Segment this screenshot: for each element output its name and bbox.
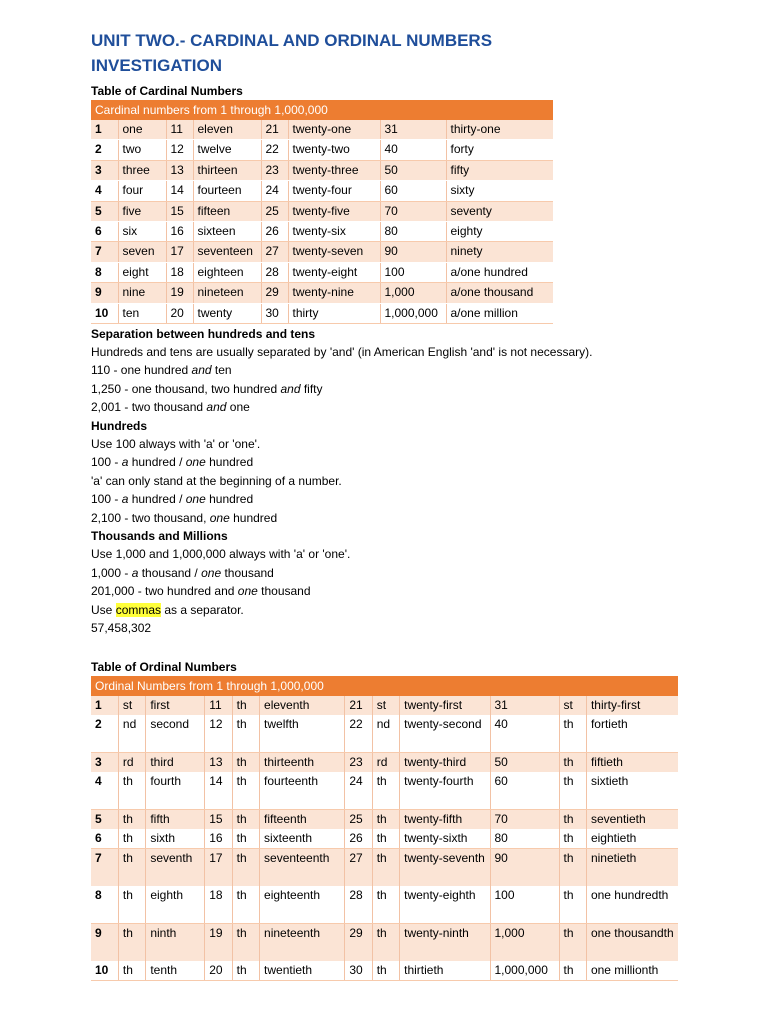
table-cell: 9 bbox=[91, 923, 118, 961]
table-cell: 40 bbox=[380, 140, 446, 160]
table-cell: 80 bbox=[490, 829, 559, 849]
table-cell: nd bbox=[372, 715, 399, 753]
table-cell: 7 bbox=[91, 848, 118, 886]
table-cell: nine bbox=[118, 283, 166, 303]
text: hundred bbox=[205, 455, 254, 470]
table-cell: twenty-ninth bbox=[400, 923, 490, 961]
text: one bbox=[226, 400, 250, 415]
table-row bbox=[91, 160, 553, 180]
ordinal-table-body bbox=[91, 696, 678, 981]
table-cell: 26 bbox=[345, 829, 372, 849]
table-cell: 18 bbox=[166, 262, 193, 282]
table-cell: nd bbox=[118, 715, 145, 753]
table-cell: 13 bbox=[205, 752, 232, 772]
table-cell: fourth bbox=[146, 772, 205, 810]
text: 201,000 - two hundred and bbox=[91, 584, 238, 599]
cardinal-numbers-table bbox=[91, 100, 553, 324]
table-cell: 27 bbox=[261, 242, 288, 262]
table-row bbox=[91, 303, 553, 323]
table-cell: eighty bbox=[446, 221, 553, 241]
table-cell: 27 bbox=[345, 848, 372, 886]
table-cell: seventh bbox=[146, 848, 205, 886]
table-cell: th bbox=[232, 923, 259, 961]
text: fifty bbox=[300, 381, 323, 396]
hundreds-line-5 bbox=[91, 509, 691, 528]
table-cell: 28 bbox=[261, 262, 288, 282]
table-cell: fortieth bbox=[586, 715, 678, 753]
table-cell: 4 bbox=[91, 181, 118, 201]
table-cell: 30 bbox=[345, 961, 372, 981]
table-cell: 16 bbox=[205, 829, 232, 849]
table-cell: fourteenth bbox=[260, 772, 345, 810]
table-cell: sixteenth bbox=[260, 829, 345, 849]
table-cell: twelve bbox=[193, 140, 261, 160]
document-page bbox=[91, 28, 691, 981]
separation-example-3 bbox=[91, 398, 691, 417]
thousands-line-3 bbox=[91, 582, 691, 601]
table-cell: th bbox=[559, 752, 586, 772]
table-cell: st bbox=[118, 696, 145, 715]
table-cell: 20 bbox=[166, 303, 193, 323]
thousands-heading: Thousands and Millions bbox=[91, 529, 228, 544]
table-cell: thirtieth bbox=[400, 961, 490, 981]
separation-heading: Separation between hundreds and tens bbox=[91, 326, 316, 341]
table-cell: 2 bbox=[91, 715, 118, 753]
table-cell: 13 bbox=[166, 160, 193, 180]
table-cell: eighteen bbox=[193, 262, 261, 282]
emphasis: one bbox=[185, 455, 206, 470]
table-cell: 14 bbox=[205, 772, 232, 810]
table-cell: 20 bbox=[205, 961, 232, 981]
table-cell: 21 bbox=[261, 120, 288, 140]
table-cell: three bbox=[118, 160, 166, 180]
table-cell: 30 bbox=[261, 303, 288, 323]
table-cell: th bbox=[559, 886, 586, 924]
table-cell: seventeenth bbox=[260, 848, 345, 886]
table-cell: 28 bbox=[345, 886, 372, 924]
table-cell: 9 bbox=[91, 283, 118, 303]
table-cell: th bbox=[372, 886, 399, 924]
page-title: UNIT TWO.- CARDINAL AND ORDINAL NUMBERS bbox=[91, 31, 493, 50]
table-cell: sixtieth bbox=[586, 772, 678, 810]
table-cell: th bbox=[559, 829, 586, 849]
table-cell: 11 bbox=[166, 120, 193, 140]
table-cell: twenty-second bbox=[400, 715, 490, 753]
table-cell: seventieth bbox=[586, 809, 678, 829]
table-cell: second bbox=[146, 715, 205, 753]
table-cell: twenty-seven bbox=[288, 242, 380, 262]
table-cell: six bbox=[118, 221, 166, 241]
separation-example-1 bbox=[91, 361, 691, 380]
table-cell: two bbox=[118, 140, 166, 160]
cardinal-table-body bbox=[91, 120, 553, 323]
table-cell: th bbox=[559, 848, 586, 886]
table-cell: twenty-third bbox=[400, 752, 490, 772]
table-cell: twenty-six bbox=[288, 221, 380, 241]
table-cell: th bbox=[118, 772, 145, 810]
table-cell: th bbox=[372, 772, 399, 810]
table-cell: th bbox=[372, 961, 399, 981]
table-row bbox=[91, 201, 553, 221]
table-row bbox=[91, 140, 553, 160]
table-row bbox=[91, 923, 678, 961]
table-cell: th bbox=[232, 961, 259, 981]
table-cell: 70 bbox=[490, 809, 559, 829]
table-cell: 25 bbox=[261, 201, 288, 221]
table-cell: ten bbox=[118, 303, 166, 323]
table-cell: th bbox=[118, 829, 145, 849]
table-cell: 1 bbox=[91, 696, 118, 715]
table-cell: 10 bbox=[91, 303, 118, 323]
table-cell: fifty bbox=[446, 160, 553, 180]
thousands-line-4 bbox=[91, 601, 691, 620]
table-cell: twenty-two bbox=[288, 140, 380, 160]
table-cell: 7 bbox=[91, 242, 118, 262]
table-cell: 1 bbox=[91, 120, 118, 140]
table-cell: seven bbox=[118, 242, 166, 262]
ordinal-numbers-table bbox=[91, 676, 678, 981]
text: thousand bbox=[257, 584, 311, 599]
table-cell: 24 bbox=[261, 181, 288, 201]
table-cell: 6 bbox=[91, 221, 118, 241]
table-cell: 22 bbox=[261, 140, 288, 160]
table-cell: 50 bbox=[490, 752, 559, 772]
table-cell: 14 bbox=[166, 181, 193, 201]
table-cell: 19 bbox=[205, 923, 232, 961]
table-cell: rd bbox=[372, 752, 399, 772]
table-cell: 1,000,000 bbox=[490, 961, 559, 981]
cardinal-table-caption: Table of Cardinal Numbers bbox=[91, 84, 243, 98]
emphasis: and bbox=[280, 381, 301, 396]
table-row bbox=[91, 181, 553, 201]
table-cell: 70 bbox=[380, 201, 446, 221]
table-cell: th bbox=[559, 715, 586, 753]
hundreds-line-3: 'a' can only stand at the beginning of a number. bbox=[91, 473, 342, 488]
table-cell: 6 bbox=[91, 829, 118, 849]
separation-example-2 bbox=[91, 380, 691, 399]
table-cell: twenty-seventh bbox=[400, 848, 490, 886]
table-cell: first bbox=[146, 696, 205, 715]
table-cell: 10 bbox=[91, 961, 118, 981]
cardinal-table-header-text: Cardinal numbers from 1 through 1,000,000 bbox=[91, 100, 553, 120]
table-cell: th bbox=[559, 772, 586, 810]
table-cell: twenty-eighth bbox=[400, 886, 490, 924]
table-cell: 100 bbox=[380, 262, 446, 282]
table-cell: eleventh bbox=[260, 696, 345, 715]
table-cell: th bbox=[372, 923, 399, 961]
emphasis: one bbox=[185, 492, 206, 507]
hundreds-line-4 bbox=[91, 490, 691, 509]
table-row bbox=[91, 262, 553, 282]
table-cell: twenty bbox=[193, 303, 261, 323]
text: 1,000 - bbox=[91, 565, 132, 580]
table-cell: one millionth bbox=[586, 961, 678, 981]
table-cell: fourteen bbox=[193, 181, 261, 201]
thousands-line-5: 57,458,302 bbox=[91, 621, 152, 636]
table-cell: th bbox=[559, 809, 586, 829]
table-cell: 31 bbox=[490, 696, 559, 715]
table-cell: seventeen bbox=[193, 242, 261, 262]
table-cell: 1,000,000 bbox=[380, 303, 446, 323]
table-cell: ninetieth bbox=[586, 848, 678, 886]
emphasis: one bbox=[201, 565, 222, 580]
table-row bbox=[91, 242, 553, 262]
table-cell: 15 bbox=[166, 201, 193, 221]
table-row bbox=[91, 752, 678, 772]
table-cell: 15 bbox=[205, 809, 232, 829]
emphasis: a bbox=[131, 565, 139, 580]
table-cell: tenth bbox=[146, 961, 205, 981]
table-cell: th bbox=[232, 809, 259, 829]
table-cell: fiftieth bbox=[586, 752, 678, 772]
table-cell: forty bbox=[446, 140, 553, 160]
text: 2,100 - two thousand, bbox=[91, 510, 210, 525]
table-cell: thirty bbox=[288, 303, 380, 323]
table-cell: 80 bbox=[380, 221, 446, 241]
table-cell: thirty-one bbox=[446, 120, 553, 140]
table-cell: 40 bbox=[490, 715, 559, 753]
table-cell: th bbox=[118, 961, 145, 981]
emphasis: and bbox=[191, 363, 212, 378]
ordinal-table-caption: Table of Ordinal Numbers bbox=[91, 659, 237, 674]
table-cell: 12 bbox=[205, 715, 232, 753]
text: 100 - bbox=[91, 455, 122, 470]
separation-intro: Hundreds and tens are usually separated by 'and' (in American English 'and' is not necessary). bbox=[91, 344, 593, 359]
text: hundred bbox=[205, 492, 254, 507]
table-cell: eightieth bbox=[586, 829, 678, 849]
hundreds-heading: Hundreds bbox=[91, 418, 148, 433]
table-cell: fifteenth bbox=[260, 809, 345, 829]
table-cell: 25 bbox=[345, 809, 372, 829]
table-cell: a/one million bbox=[446, 303, 553, 323]
table-cell: 1,000 bbox=[380, 283, 446, 303]
hundreds-line-1: Use 100 always with 'a' or 'one'. bbox=[91, 436, 261, 451]
table-cell: one thousandth bbox=[586, 923, 678, 961]
table-cell: th bbox=[559, 923, 586, 961]
table-cell: th bbox=[232, 752, 259, 772]
table-row bbox=[91, 961, 678, 981]
table-cell: 100 bbox=[490, 886, 559, 924]
text: 2,001 - two thousand bbox=[91, 400, 207, 415]
table-cell: twenty-nine bbox=[288, 283, 380, 303]
table-cell: th bbox=[118, 809, 145, 829]
table-row bbox=[91, 772, 678, 810]
table-cell: 8 bbox=[91, 262, 118, 282]
text: 100 - bbox=[91, 492, 122, 507]
table-cell: 2 bbox=[91, 140, 118, 160]
table-cell: 3 bbox=[91, 160, 118, 180]
table-cell: thirteenth bbox=[260, 752, 345, 772]
table-cell: 90 bbox=[380, 242, 446, 262]
table-row bbox=[91, 221, 553, 241]
table-cell: eighth bbox=[146, 886, 205, 924]
thousands-line-1: Use 1,000 and 1,000,000 always with 'a' or 'one'. bbox=[91, 547, 351, 562]
table-cell: eight bbox=[118, 262, 166, 282]
text: as a separator. bbox=[161, 602, 244, 617]
table-cell: nineteen bbox=[193, 283, 261, 303]
table-cell: one hundredth bbox=[586, 886, 678, 924]
emphasis: one bbox=[209, 510, 230, 525]
table-cell: 21 bbox=[345, 696, 372, 715]
table-cell: th bbox=[559, 961, 586, 981]
table-cell: rd bbox=[118, 752, 145, 772]
table-cell: 8 bbox=[91, 886, 118, 924]
table-cell: th bbox=[118, 886, 145, 924]
emphasis: a bbox=[121, 492, 129, 507]
table-cell: 50 bbox=[380, 160, 446, 180]
table-cell: 22 bbox=[345, 715, 372, 753]
table-cell: th bbox=[372, 809, 399, 829]
text: 110 - one hundred bbox=[91, 363, 192, 378]
table-cell: th bbox=[232, 848, 259, 886]
table-cell: 26 bbox=[261, 221, 288, 241]
table-cell: 18 bbox=[205, 886, 232, 924]
text: ten bbox=[211, 363, 232, 378]
cardinal-table-header bbox=[91, 100, 553, 120]
table-cell: twenty-three bbox=[288, 160, 380, 180]
hundreds-line-2 bbox=[91, 453, 691, 472]
table-cell: th bbox=[372, 829, 399, 849]
table-cell: twenty-eight bbox=[288, 262, 380, 282]
thousands-line-2 bbox=[91, 564, 691, 583]
table-row bbox=[91, 809, 678, 829]
emphasis: one bbox=[237, 584, 258, 599]
ordinal-table-header-text: Ordinal Numbers from 1 through 1,000,000 bbox=[91, 676, 678, 696]
table-cell: fifteen bbox=[193, 201, 261, 221]
highlighted-word: commas bbox=[115, 602, 162, 617]
table-cell: eighteenth bbox=[260, 886, 345, 924]
text: Use bbox=[91, 602, 116, 617]
table-cell: thirty-first bbox=[586, 696, 678, 715]
table-cell: twelfth bbox=[260, 715, 345, 753]
text: 1,250 - one thousand, two hundred bbox=[91, 381, 281, 396]
table-cell: a/one hundred bbox=[446, 262, 553, 282]
text: hundred / bbox=[128, 455, 186, 470]
table-cell: st bbox=[372, 696, 399, 715]
table-cell: 12 bbox=[166, 140, 193, 160]
table-cell: 16 bbox=[166, 221, 193, 241]
table-cell: 11 bbox=[205, 696, 232, 715]
table-cell: 29 bbox=[261, 283, 288, 303]
table-cell: th bbox=[118, 848, 145, 886]
table-row bbox=[91, 848, 678, 886]
table-row bbox=[91, 715, 678, 753]
table-cell: twenty-first bbox=[400, 696, 490, 715]
ordinal-table-header bbox=[91, 676, 678, 696]
table-row bbox=[91, 120, 553, 140]
table-cell: 19 bbox=[166, 283, 193, 303]
table-cell: nineteenth bbox=[260, 923, 345, 961]
table-cell: twenty-five bbox=[288, 201, 380, 221]
table-cell: fifth bbox=[146, 809, 205, 829]
table-cell: a/one thousand bbox=[446, 283, 553, 303]
text: thousand bbox=[221, 565, 274, 580]
table-cell: twenty-four bbox=[288, 181, 380, 201]
table-cell: 60 bbox=[380, 181, 446, 201]
table-cell: th bbox=[118, 923, 145, 961]
table-cell: four bbox=[118, 181, 166, 201]
table-cell: 23 bbox=[345, 752, 372, 772]
table-cell: twenty-one bbox=[288, 120, 380, 140]
page-subtitle: INVESTIGATION bbox=[91, 56, 222, 75]
table-cell: one bbox=[118, 120, 166, 140]
table-cell: 17 bbox=[205, 848, 232, 886]
table-cell: ninety bbox=[446, 242, 553, 262]
text: hundred bbox=[229, 510, 278, 525]
table-cell: five bbox=[118, 201, 166, 221]
table-cell: twenty-sixth bbox=[400, 829, 490, 849]
table-cell: twenty-fourth bbox=[400, 772, 490, 810]
table-cell: 60 bbox=[490, 772, 559, 810]
table-cell: 5 bbox=[91, 201, 118, 221]
table-cell: twenty-fifth bbox=[400, 809, 490, 829]
table-row bbox=[91, 283, 553, 303]
table-cell: 17 bbox=[166, 242, 193, 262]
table-cell: third bbox=[146, 752, 205, 772]
text: hundred / bbox=[128, 492, 186, 507]
table-cell: th bbox=[232, 886, 259, 924]
table-cell: 4 bbox=[91, 772, 118, 810]
table-cell: thirteen bbox=[193, 160, 261, 180]
table-cell: th bbox=[232, 696, 259, 715]
table-cell: ninth bbox=[146, 923, 205, 961]
emphasis: and bbox=[206, 400, 227, 415]
table-cell: sixth bbox=[146, 829, 205, 849]
table-cell: 90 bbox=[490, 848, 559, 886]
table-row bbox=[91, 696, 678, 715]
table-cell: th bbox=[232, 829, 259, 849]
table-cell: sixteen bbox=[193, 221, 261, 241]
table-cell: 3 bbox=[91, 752, 118, 772]
table-cell: 1,000 bbox=[490, 923, 559, 961]
emphasis: a bbox=[121, 455, 129, 470]
table-cell: sixty bbox=[446, 181, 553, 201]
table-cell: twentieth bbox=[260, 961, 345, 981]
table-cell: 5 bbox=[91, 809, 118, 829]
table-cell: 31 bbox=[380, 120, 446, 140]
text: thousand / bbox=[138, 565, 202, 580]
table-cell: 23 bbox=[261, 160, 288, 180]
table-cell: eleven bbox=[193, 120, 261, 140]
table-cell: st bbox=[559, 696, 586, 715]
table-cell: 24 bbox=[345, 772, 372, 810]
table-cell: th bbox=[232, 772, 259, 810]
table-row bbox=[91, 886, 678, 924]
table-cell: seventy bbox=[446, 201, 553, 221]
table-row bbox=[91, 829, 678, 849]
table-cell: 29 bbox=[345, 923, 372, 961]
table-cell: th bbox=[232, 715, 259, 753]
table-cell: th bbox=[372, 848, 399, 886]
